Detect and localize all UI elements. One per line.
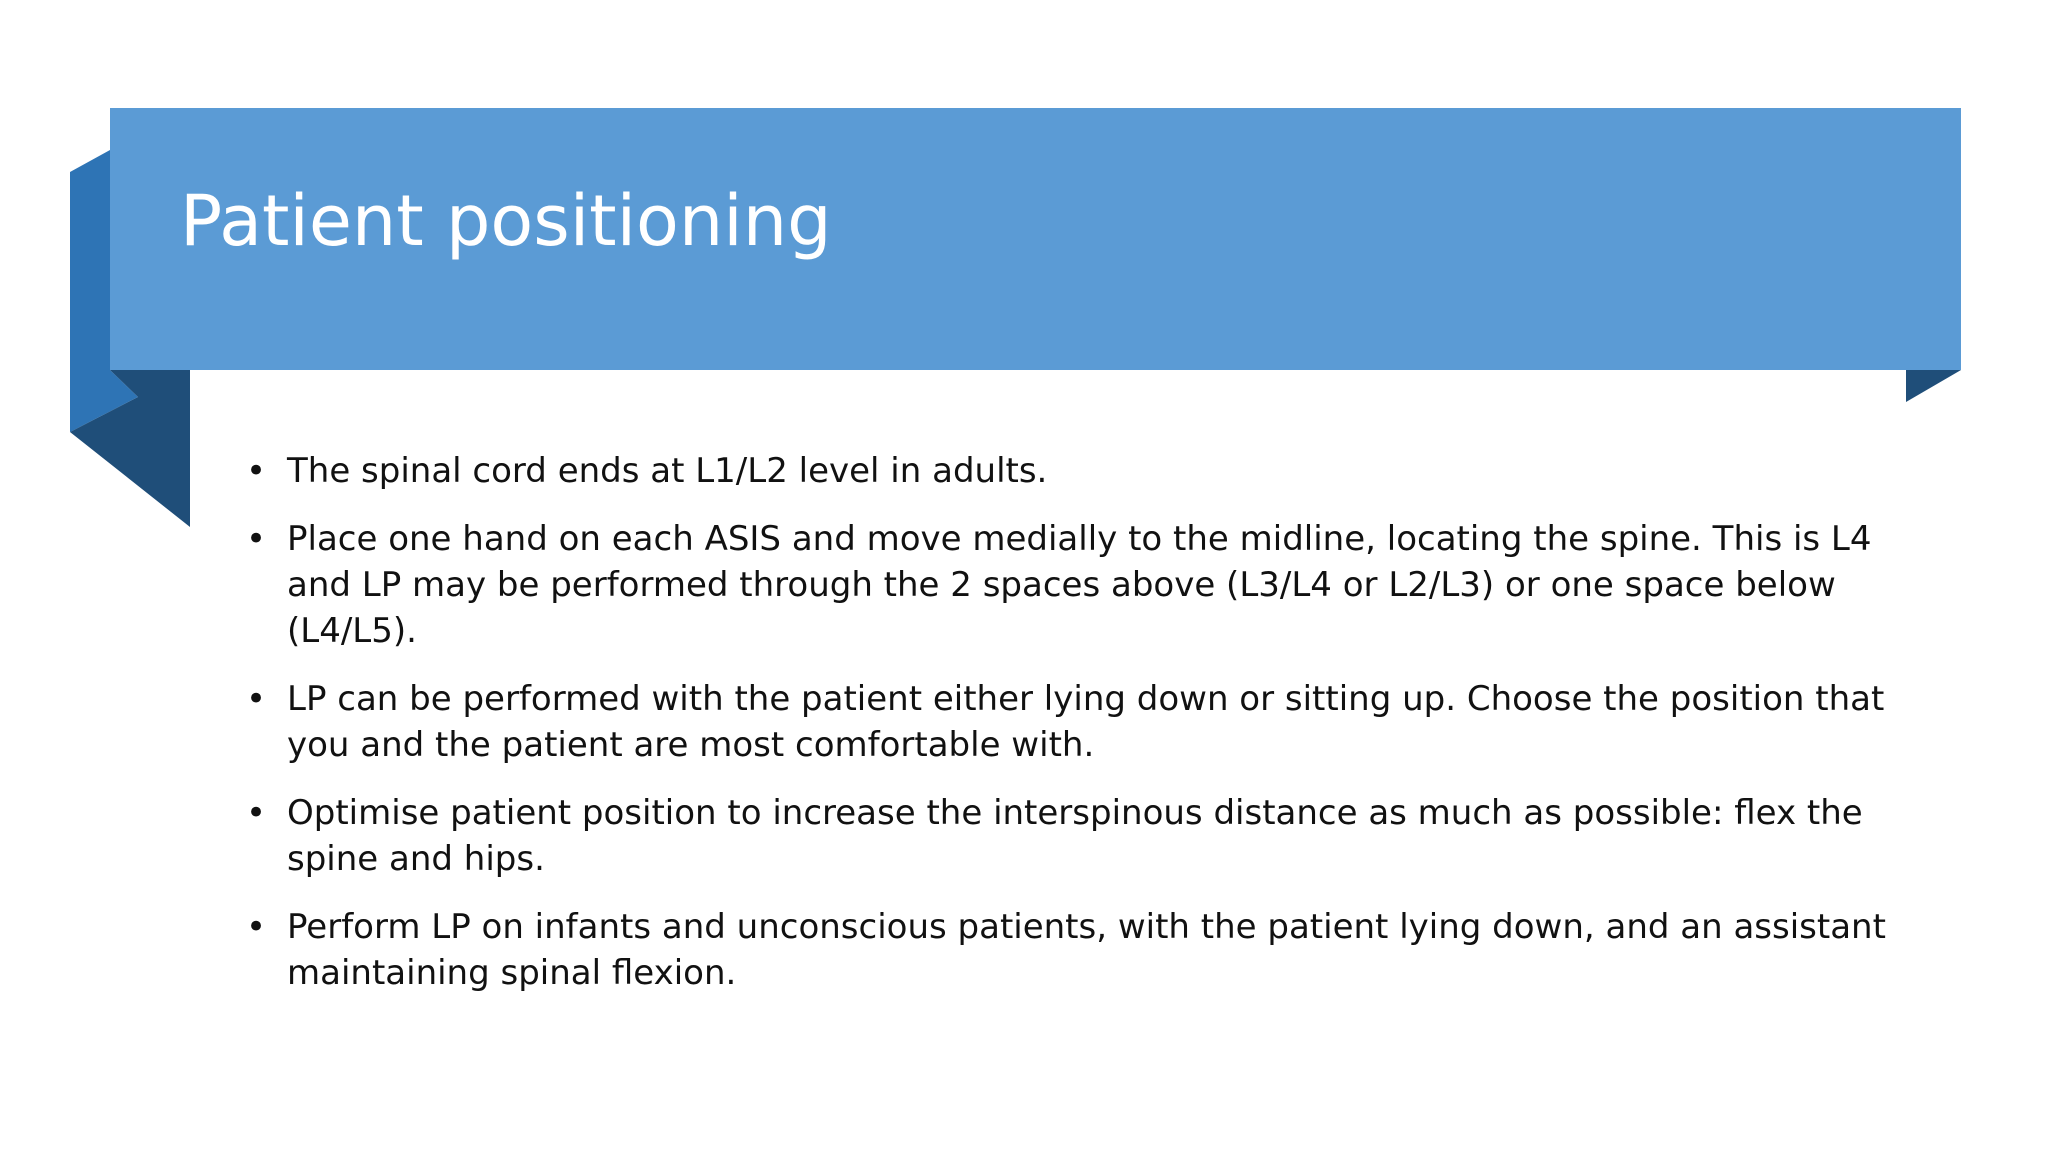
bullet-text: Perform LP on infants and unconscious patients, with the patient lying down, and an assistant maintaining spinal flexion. bbox=[287, 907, 1886, 993]
slide-content bbox=[246, 448, 1886, 996]
slide-title: Patient positioning bbox=[180, 180, 832, 262]
bullet-text: Optimise patient position to increase the interspinous distance as much as possible: flex the spine and hips. bbox=[287, 793, 1863, 879]
bullet-dot-icon: • bbox=[246, 451, 267, 491]
bullet-item-5 bbox=[246, 904, 1886, 996]
bullet-text: LP can be performed with the patient either lying down or sitting up. Choose the position that you and the patient are most comfortable with. bbox=[287, 679, 1885, 765]
bullet-dot-icon: • bbox=[246, 907, 267, 947]
bullet-text: Place one hand on each ASIS and move medially to the midline, locating the spine. This is L4 and LP may be performed through the 2 spaces above (L3/L4 or L2/L3) or one space below (L4/L5). bbox=[287, 519, 1872, 651]
bullet-item-3 bbox=[246, 676, 1886, 768]
bullet-text: The spinal cord ends at L1/L2 level in adults. bbox=[287, 451, 1048, 491]
bullet-dot-icon: • bbox=[246, 793, 267, 833]
bullet-list bbox=[246, 448, 1886, 996]
bullet-item-4 bbox=[246, 790, 1886, 882]
ribbon-right-tab bbox=[1906, 370, 1961, 402]
bullet-item-1 bbox=[246, 448, 1886, 494]
bullet-dot-icon: • bbox=[246, 519, 267, 559]
title-banner bbox=[110, 108, 1961, 370]
bullet-dot-icon: • bbox=[246, 679, 267, 719]
bullet-item-2 bbox=[246, 516, 1886, 654]
